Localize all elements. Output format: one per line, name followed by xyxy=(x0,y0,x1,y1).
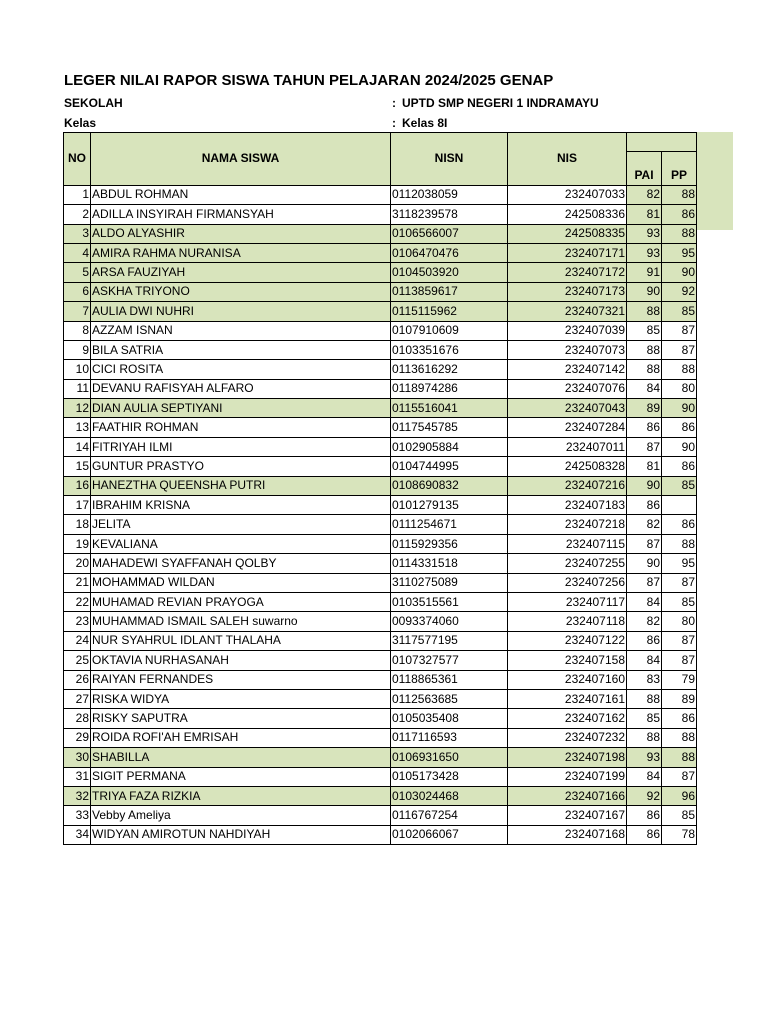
cell-nis: 232407255 xyxy=(508,554,627,573)
table-row xyxy=(64,437,697,456)
cell-nisn: 0114331518 xyxy=(391,554,508,573)
cell-name: DIAN AULIA SEPTIYANI xyxy=(91,399,391,418)
cell-name: NUR SYAHRUL IDLANT THALAHA xyxy=(91,631,391,650)
cell-no: 17 xyxy=(64,496,91,515)
cell-no: 28 xyxy=(64,709,91,728)
cell-pai: 86 xyxy=(627,496,662,515)
cell-nis: 232407043 xyxy=(508,399,627,418)
table-row xyxy=(64,631,697,650)
cell-nisn: 3117577195 xyxy=(391,631,508,650)
cell-name: IBRAHIM KRISNA xyxy=(91,496,391,515)
cell-name: TRIYA FAZA RIZKIA xyxy=(91,786,391,805)
cell-pai: 90 xyxy=(627,554,662,573)
cell-nisn: 0105035408 xyxy=(391,709,508,728)
cell-nisn: 0103515561 xyxy=(391,592,508,611)
cell-name: MUHAMAD REVIAN PRAYOGA xyxy=(91,592,391,611)
column-header-pp: PP xyxy=(662,152,697,185)
cell-nis: 232407118 xyxy=(508,612,627,631)
cell-pp: 87 xyxy=(662,631,697,650)
cell-pai: 83 xyxy=(627,670,662,689)
table-row xyxy=(64,534,697,553)
table-row xyxy=(64,767,697,786)
table-row xyxy=(64,457,697,476)
table-body xyxy=(64,185,697,844)
cell-nisn: 0107327577 xyxy=(391,651,508,670)
cell-name: MUHAMMAD ISMAIL SALEH suwarno xyxy=(91,612,391,631)
cell-nisn: 0118974286 xyxy=(391,379,508,398)
class-value: Kelas 8I xyxy=(402,116,448,130)
grades-table xyxy=(63,132,697,845)
cell-name: ARSA FAUZIYAH xyxy=(91,263,391,282)
cell-pp: 95 xyxy=(662,243,697,262)
table-row xyxy=(64,515,697,534)
table-row xyxy=(64,243,697,262)
cell-no: 18 xyxy=(64,515,91,534)
school-colon: : xyxy=(392,96,396,110)
cell-nis: 232407122 xyxy=(508,631,627,650)
cell-pai: 84 xyxy=(627,379,662,398)
cell-pai: 87 xyxy=(627,437,662,456)
cell-no: 20 xyxy=(64,554,91,573)
school-label: SEKOLAH xyxy=(64,96,123,110)
cell-no: 5 xyxy=(64,263,91,282)
table-row xyxy=(64,825,697,844)
column-header-no: NO xyxy=(64,133,91,186)
cell-nis: 232407232 xyxy=(508,728,627,747)
cell-no: 23 xyxy=(64,612,91,631)
cell-nisn: 0108690832 xyxy=(391,476,508,495)
cell-pai: 86 xyxy=(627,825,662,844)
cell-pai: 84 xyxy=(627,767,662,786)
column-header-nis: NIS xyxy=(508,133,627,186)
cell-pp: 87 xyxy=(662,573,697,592)
cell-no: 21 xyxy=(64,573,91,592)
cell-nisn: 0113616292 xyxy=(391,360,508,379)
cell-name: WIDYAN AMIROTUN NAHDIYAH xyxy=(91,825,391,844)
column-header-nisn: NISN xyxy=(391,133,508,186)
table-row xyxy=(64,806,697,825)
cell-pai: 82 xyxy=(627,185,662,204)
cell-pp: 88 xyxy=(662,360,697,379)
cell-nisn: 0112038059 xyxy=(391,185,508,204)
cell-nis: 242508336 xyxy=(508,205,627,224)
cell-name: KEVALIANA xyxy=(91,534,391,553)
cell-pp: 87 xyxy=(662,340,697,359)
cell-name: AMIRA RAHMA NURANISA xyxy=(91,243,391,262)
cell-pp: 86 xyxy=(662,418,697,437)
cell-nis: 232407011 xyxy=(508,437,627,456)
cell-nis: 232407073 xyxy=(508,340,627,359)
table-row xyxy=(64,554,697,573)
cell-no: 10 xyxy=(64,360,91,379)
cell-pp: 86 xyxy=(662,457,697,476)
cell-pp: 85 xyxy=(662,592,697,611)
table-row xyxy=(64,748,697,767)
cell-name: ALDO ALYASHIR xyxy=(91,224,391,243)
cell-nis: 232407039 xyxy=(508,321,627,340)
column-header-name: NAMA SISWA xyxy=(91,133,391,186)
cell-no: 13 xyxy=(64,418,91,437)
cell-nisn: 0106931650 xyxy=(391,748,508,767)
cell-pai: 82 xyxy=(627,515,662,534)
cell-pai: 88 xyxy=(627,360,662,379)
cell-name: MOHAMMAD WILDAN xyxy=(91,573,391,592)
cell-pp: 90 xyxy=(662,437,697,456)
cell-nis: 242508328 xyxy=(508,457,627,476)
cell-nis: 232407198 xyxy=(508,748,627,767)
cell-name: ADILLA INSYIRAH FIRMANSYAH xyxy=(91,205,391,224)
table-row xyxy=(64,476,697,495)
cell-no: 1 xyxy=(64,185,91,204)
cell-no: 25 xyxy=(64,651,91,670)
cell-pai: 81 xyxy=(627,205,662,224)
cell-nis: 232407173 xyxy=(508,282,627,301)
document-title: LEGER NILAI RAPOR SISWA TAHUN PELAJARAN 2024/2025 GENAP xyxy=(64,72,554,89)
cell-pp: 87 xyxy=(662,651,697,670)
cell-pp: 79 xyxy=(662,670,697,689)
cell-nis: 232407115 xyxy=(508,534,627,553)
cell-no: 2 xyxy=(64,205,91,224)
cell-nisn: 3110275089 xyxy=(391,573,508,592)
cell-nis: 232407117 xyxy=(508,592,627,611)
cell-no: 7 xyxy=(64,302,91,321)
cell-nisn: 0106470476 xyxy=(391,243,508,262)
cell-pai: 81 xyxy=(627,457,662,476)
cell-pp: 80 xyxy=(662,612,697,631)
cell-nis: 232407172 xyxy=(508,263,627,282)
cell-nisn: 0116767254 xyxy=(391,806,508,825)
cell-name: DEVANU RAFISYAH ALFARO xyxy=(91,379,391,398)
cell-no: 22 xyxy=(64,592,91,611)
cell-no: 8 xyxy=(64,321,91,340)
table-row xyxy=(64,360,697,379)
cell-no: 30 xyxy=(64,748,91,767)
cell-nisn: 0115516041 xyxy=(391,399,508,418)
cell-pai: 87 xyxy=(627,534,662,553)
cell-no: 19 xyxy=(64,534,91,553)
cell-pai: 93 xyxy=(627,224,662,243)
cell-nis: 242508335 xyxy=(508,224,627,243)
table-row xyxy=(64,670,697,689)
cell-pai: 90 xyxy=(627,282,662,301)
school-value: UPTD SMP NEGERI 1 INDRAMAYU xyxy=(402,96,599,110)
cell-pp: 78 xyxy=(662,825,697,844)
cell-name: HANEZTHA QUEENSHA PUTRI xyxy=(91,476,391,495)
cell-nis: 232407199 xyxy=(508,767,627,786)
cell-pp xyxy=(662,496,697,515)
cell-pp: 87 xyxy=(662,767,697,786)
table-row xyxy=(64,185,697,204)
cell-nis: 232407160 xyxy=(508,670,627,689)
table-row xyxy=(64,573,697,592)
table-row xyxy=(64,399,697,418)
cell-nisn: 0113859617 xyxy=(391,282,508,301)
cell-nisn: 0093374060 xyxy=(391,612,508,631)
cell-name: FAATHIR ROHMAN xyxy=(91,418,391,437)
cell-no: 12 xyxy=(64,399,91,418)
cell-nis: 232407284 xyxy=(508,418,627,437)
cell-nisn: 0102066067 xyxy=(391,825,508,844)
cell-no: 34 xyxy=(64,825,91,844)
cell-name: GUNTUR PRASTYO xyxy=(91,457,391,476)
table-row xyxy=(64,282,697,301)
cell-nisn: 3118239578 xyxy=(391,205,508,224)
table-row xyxy=(64,612,697,631)
cell-pai: 91 xyxy=(627,263,662,282)
cell-nisn: 0105173428 xyxy=(391,767,508,786)
cell-nis: 232407171 xyxy=(508,243,627,262)
cell-name: MAHADEWI SYAFFANAH QOLBY xyxy=(91,554,391,573)
cell-name: ROIDA ROFI'AH EMRISAH xyxy=(91,728,391,747)
cell-nisn: 0118865361 xyxy=(391,670,508,689)
cell-no: 31 xyxy=(64,767,91,786)
cell-pai: 85 xyxy=(627,709,662,728)
cell-no: 14 xyxy=(64,437,91,456)
cell-nis: 232407162 xyxy=(508,709,627,728)
cell-pai: 86 xyxy=(627,418,662,437)
cell-name: ABDUL ROHMAN xyxy=(91,185,391,204)
cell-pp: 85 xyxy=(662,302,697,321)
table-row xyxy=(64,496,697,515)
table-row xyxy=(64,418,697,437)
table-row xyxy=(64,205,697,224)
cell-name: BILA SATRIA xyxy=(91,340,391,359)
cell-name: AULIA DWI NUHRI xyxy=(91,302,391,321)
cell-pai: 93 xyxy=(627,243,662,262)
cell-pp: 87 xyxy=(662,321,697,340)
cell-name: FITRIYAH ILMI xyxy=(91,437,391,456)
cell-nisn: 0103024468 xyxy=(391,786,508,805)
cell-pai: 88 xyxy=(627,689,662,708)
cell-pai: 90 xyxy=(627,476,662,495)
cell-nis: 232407166 xyxy=(508,786,627,805)
cell-nisn: 0107910609 xyxy=(391,321,508,340)
table-row xyxy=(64,592,697,611)
cell-name: CICI ROSITA xyxy=(91,360,391,379)
column-header-subject-group xyxy=(627,133,697,152)
cell-pai: 93 xyxy=(627,748,662,767)
cell-pai: 88 xyxy=(627,302,662,321)
cell-no: 3 xyxy=(64,224,91,243)
cell-name: Vebby Ameliya xyxy=(91,806,391,825)
cell-pp: 88 xyxy=(662,224,697,243)
class-colon: : xyxy=(392,116,396,130)
cell-nisn: 0104744995 xyxy=(391,457,508,476)
cell-nis: 232407183 xyxy=(508,496,627,515)
cell-pp: 88 xyxy=(662,534,697,553)
cell-no: 4 xyxy=(64,243,91,262)
cell-nisn: 0115929356 xyxy=(391,534,508,553)
cell-pp: 96 xyxy=(662,786,697,805)
cell-nis: 232407167 xyxy=(508,806,627,825)
cell-nisn: 0117116593 xyxy=(391,728,508,747)
table-row xyxy=(64,263,697,282)
cell-nisn: 0104503920 xyxy=(391,263,508,282)
cell-pai: 89 xyxy=(627,399,662,418)
cell-pp: 88 xyxy=(662,185,697,204)
cell-pp: 86 xyxy=(662,709,697,728)
column-header-pai: PAI xyxy=(627,152,662,185)
cell-pp: 86 xyxy=(662,515,697,534)
cell-no: 32 xyxy=(64,786,91,805)
cell-pai: 88 xyxy=(627,340,662,359)
cell-nis: 232407321 xyxy=(508,302,627,321)
cell-name: JELITA xyxy=(91,515,391,534)
cell-pai: 86 xyxy=(627,631,662,650)
cell-nis: 232407216 xyxy=(508,476,627,495)
table-row xyxy=(64,709,697,728)
cell-nis: 232407168 xyxy=(508,825,627,844)
table-row xyxy=(64,728,697,747)
cell-pp: 88 xyxy=(662,748,697,767)
cell-no: 16 xyxy=(64,476,91,495)
cell-pp: 90 xyxy=(662,399,697,418)
cell-name: RISKA WIDYA xyxy=(91,689,391,708)
cell-nisn: 0101279135 xyxy=(391,496,508,515)
cell-nis: 232407256 xyxy=(508,573,627,592)
cell-no: 9 xyxy=(64,340,91,359)
cell-no: 33 xyxy=(64,806,91,825)
cell-nis: 232407161 xyxy=(508,689,627,708)
table-row xyxy=(64,379,697,398)
cell-pai: 84 xyxy=(627,592,662,611)
table-row xyxy=(64,786,697,805)
cell-nisn: 0103351676 xyxy=(391,340,508,359)
cell-no: 6 xyxy=(64,282,91,301)
cell-name: OKTAVIA NURHASANAH xyxy=(91,651,391,670)
cell-no: 27 xyxy=(64,689,91,708)
cell-pai: 87 xyxy=(627,573,662,592)
cell-no: 15 xyxy=(64,457,91,476)
cell-name: SHABILLA xyxy=(91,748,391,767)
cell-nis: 232407076 xyxy=(508,379,627,398)
cell-nisn: 0112563685 xyxy=(391,689,508,708)
cell-nis: 232407158 xyxy=(508,651,627,670)
cell-nisn: 0111254671 xyxy=(391,515,508,534)
cell-name: SIGIT PERMANA xyxy=(91,767,391,786)
cell-pai: 85 xyxy=(627,321,662,340)
table-row xyxy=(64,340,697,359)
table-row xyxy=(64,651,697,670)
cell-pp: 92 xyxy=(662,282,697,301)
cell-pai: 84 xyxy=(627,651,662,670)
class-label: Kelas xyxy=(64,116,97,130)
cell-name: RISKY SAPUTRA xyxy=(91,709,391,728)
cell-nisn: 0115115962 xyxy=(391,302,508,321)
cell-nisn: 0117545785 xyxy=(391,418,508,437)
cell-pp: 88 xyxy=(662,728,697,747)
cell-pp: 89 xyxy=(662,689,697,708)
cell-pai: 82 xyxy=(627,612,662,631)
table-row xyxy=(64,224,697,243)
cell-pp: 95 xyxy=(662,554,697,573)
table-row xyxy=(64,302,697,321)
cell-nisn: 0102905884 xyxy=(391,437,508,456)
cell-name: AZZAM ISNAN xyxy=(91,321,391,340)
cell-pp: 80 xyxy=(662,379,697,398)
cell-no: 26 xyxy=(64,670,91,689)
cell-nisn: 0106566007 xyxy=(391,224,508,243)
cell-pai: 88 xyxy=(627,728,662,747)
cell-pp: 85 xyxy=(662,806,697,825)
cell-pp: 90 xyxy=(662,263,697,282)
cell-nis: 232407218 xyxy=(508,515,627,534)
cell-nis: 232407033 xyxy=(508,185,627,204)
cell-pp: 86 xyxy=(662,205,697,224)
cell-pp: 85 xyxy=(662,476,697,495)
cell-name: RAIYAN FERNANDES xyxy=(91,670,391,689)
cell-pai: 86 xyxy=(627,806,662,825)
table-row xyxy=(64,689,697,708)
table-row xyxy=(64,321,697,340)
cell-nis: 232407142 xyxy=(508,360,627,379)
cell-no: 29 xyxy=(64,728,91,747)
cell-name: ASKHA TRIYONO xyxy=(91,282,391,301)
cell-no: 24 xyxy=(64,631,91,650)
cell-pai: 92 xyxy=(627,786,662,805)
cell-no: 11 xyxy=(64,379,91,398)
